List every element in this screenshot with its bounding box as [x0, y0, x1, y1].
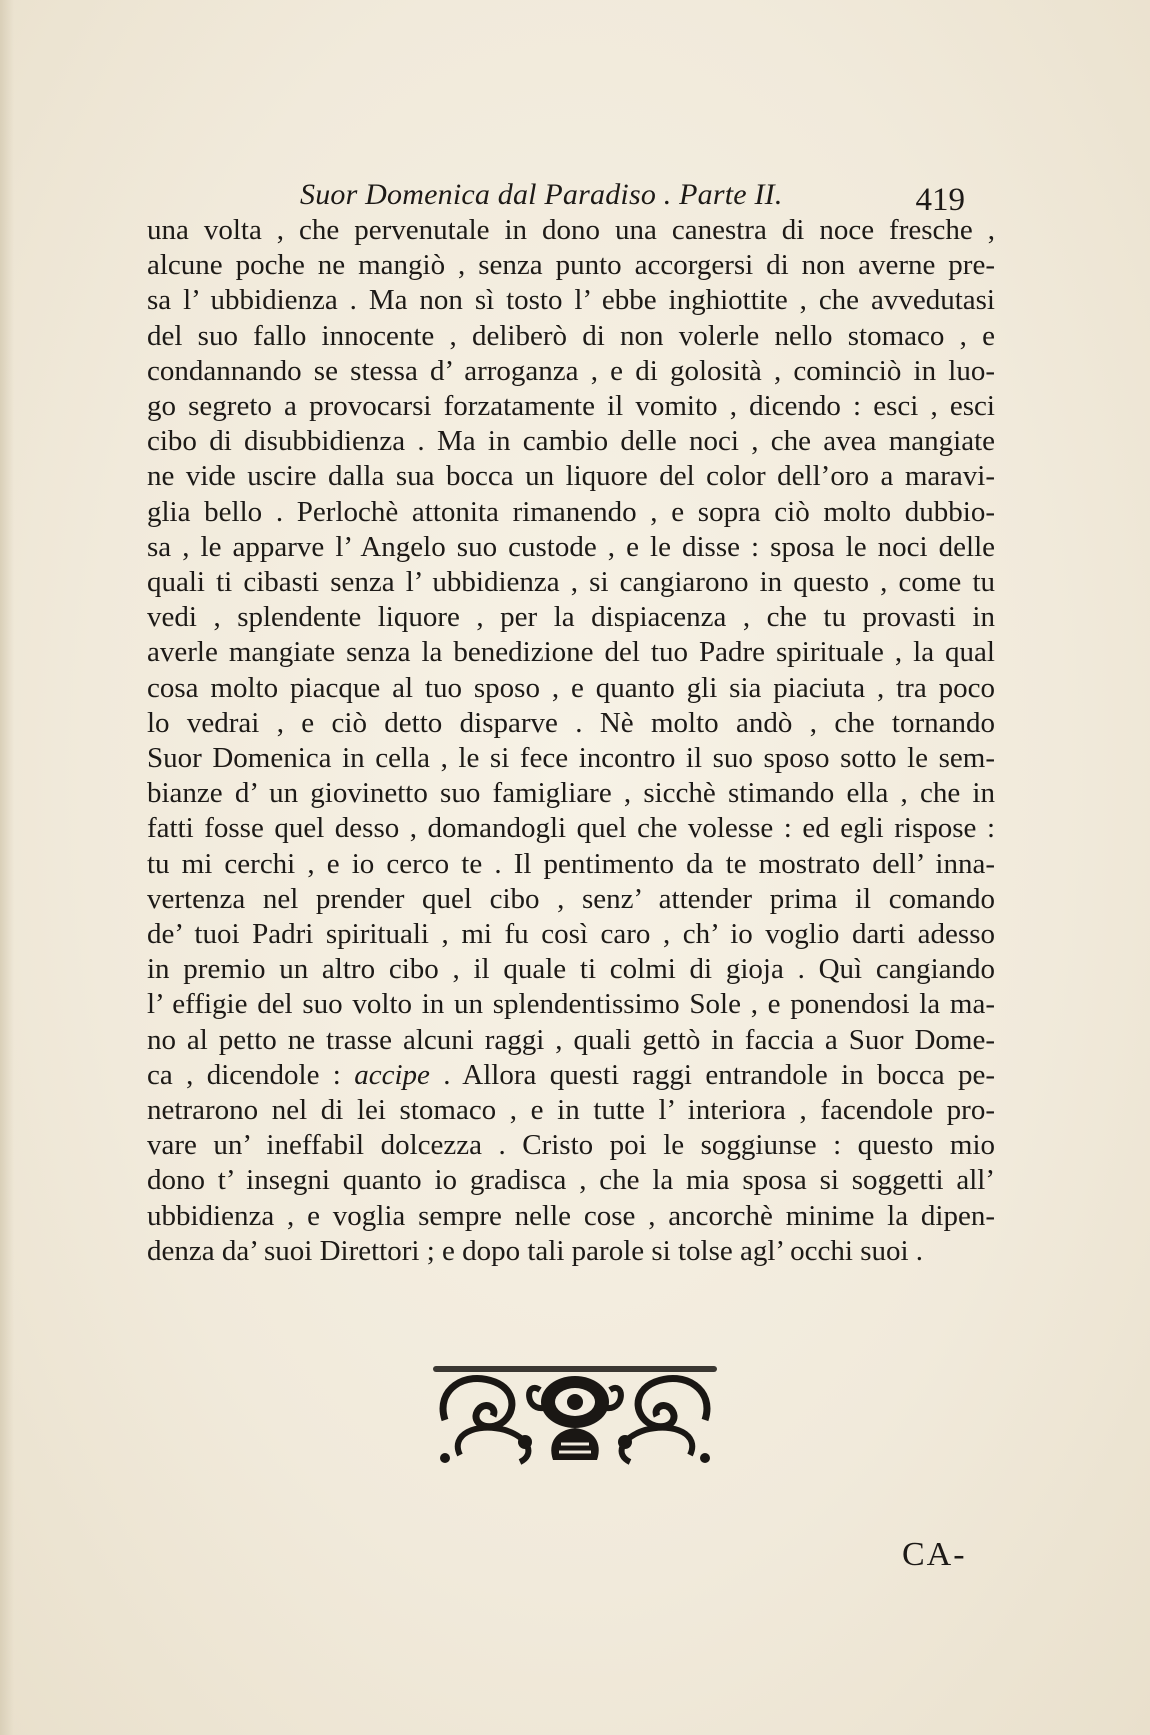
text-line: sa , le apparve l’ Angelo suo custode , e le disse : sposa le noci delle [147, 530, 995, 563]
text-line: cibo di disubbidienza . Ma in cambio delle noci , che avea mangiate [147, 425, 995, 458]
text-line: glia bello . Perlochè attonita rimanendo , e sopra ciò molto dubbio- [147, 495, 995, 528]
text-line: de’ tuoi Padri spirituali , mi fu così caro , ch’ io voglio darti adesso [147, 918, 995, 951]
text-line: cosa molto piacque al tuo sposo , e quanto gli sia piaciuta , tra poco [147, 671, 995, 704]
text-line: fatti fosse quel desso , domandogli quel che volesse : ed egli rispose : [147, 812, 995, 845]
text-line: go segreto a provocarsi forzatamente il vomito , dicendo : esci , esci [147, 390, 995, 423]
text-line: dono t’ insegni quanto io gradisca , che la mia sposa si soggetti all’ [147, 1164, 995, 1197]
text-line: vare un’ ineffabil dolcezza . Cristo poi le soggiunse : questo mio [147, 1129, 995, 1162]
text-line: l’ effigie del suo volto in un splendentissimo Sole , e ponendosi la ma- [147, 988, 995, 1021]
text-line: ubbidienza , e voglia sempre nelle cose , ancorchè minime la dipen- [147, 1199, 995, 1232]
text-segment: . Allora questi raggi entrandole in bocca pe- [429, 1058, 995, 1091]
page-number: 419 [915, 182, 965, 218]
text-line: in premio un altro cibo , il quale ti colmi di gioja . Quì cangiando [147, 953, 995, 986]
text-line: bianze d’ un giovinetto suo famigliare , sicchè stimando ella , che in [147, 777, 995, 810]
text-line-final: denza da’ suoi Direttori ; e dopo tali parole si tolse agl’ occhi suoi . [147, 1234, 924, 1267]
text-line: del suo fallo innocente , deliberò di non volerle nello stomaco , e [147, 319, 995, 352]
page-edge-shadow [0, 0, 14, 1735]
body-text [147, 213, 995, 1269]
text-line: lo vedrai , e ciò detto disparve . Nè molto andò , che tornando [147, 706, 995, 739]
text-line: Suor Domenica in cella , le si fece incontro il suo sposo sotto le sem- [147, 742, 995, 775]
catchword: CA- [902, 1536, 967, 1573]
running-head: Suor Domenica dal Paradiso . Parte II. [300, 178, 783, 211]
text-line: averle mangiate senza la benedizione del tuo Padre spirituale , la qual [147, 636, 995, 669]
floral-tailpiece-icon [425, 1360, 725, 1470]
text-line-accipe [147, 1058, 995, 1093]
text-line: tu mi cerchi , e io cerco te . Il pentimento da te mostrato dell’ inna- [147, 847, 995, 880]
text-line: vedi , splendente liquore , per la dispiacenza , che tu provasti in [147, 601, 995, 634]
text-line: una volta , che pervenutale in dono una canestra di noce fresche , [147, 214, 995, 246]
italic-word-accipe: accipe [354, 1058, 430, 1091]
text-line: sa l’ ubbidienza . Ma non sì tosto l’ ebbe inghiottite , che avvedutasi [147, 284, 995, 317]
text-line: condannando se stessa d’ arroganza , e di golosità , cominciò in luo- [147, 354, 995, 387]
text-line: vertenza nel prender quel cibo , senz’ attender prima il comando [147, 882, 995, 915]
page-header [300, 178, 965, 218]
text-line: ne vide uscire dalla sua bocca un liquore del color dell’oro a maravi- [147, 460, 995, 493]
text-line: quali ti cibasti senza l’ ubbidienza , si cangiarono in questo , come tu [147, 566, 995, 599]
text-line: netrarono nel di lei stomaco , e in tutte l’ interiora , facendole pro- [147, 1094, 995, 1127]
text-line: alcune poche ne mangiò , senza punto accorgersi di non averne pre- [147, 249, 995, 282]
text-line: no al petto ne trasse alcuni raggi , quali gettò in faccia a Suor Dome- [147, 1023, 995, 1056]
text-segment: ca , dicendole : [147, 1058, 355, 1091]
